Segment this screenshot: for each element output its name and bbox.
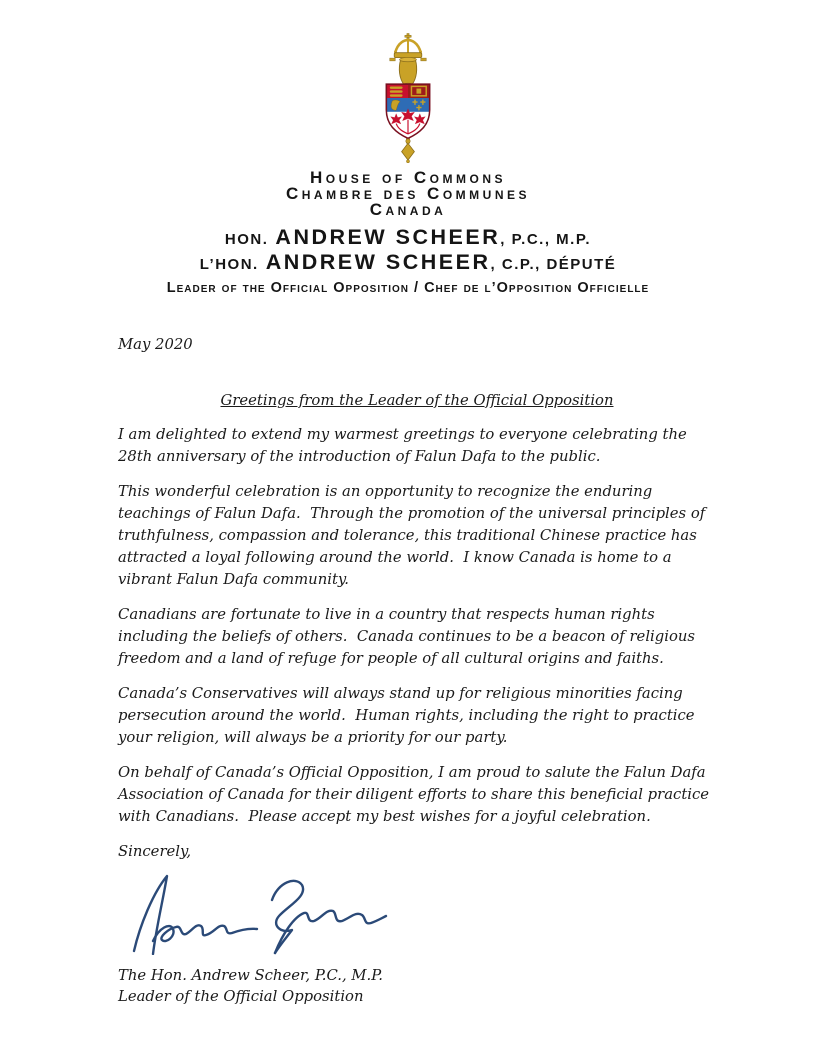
letter-paragraph: This wonderful celebration is an opportunity to recognize the enduring teachings of Falun Dafa. Through the promotion of the universal principles of truthfulness, compassion and tolerance, this traditional Chinese practice has attracted a loyal following around the world. I know Canada is home to a vibrant Falun Dafa community. (118, 483, 710, 588)
paragraphs (118, 424, 716, 828)
letter-paragraph: Canadians are fortunate to live in a country that respects human rights including the beliefs of others. Canada continues to be a beacon of religious freedom and a land of refuge for people of all cultural origins and faiths. (118, 606, 700, 667)
letter-body (118, 334, 716, 1007)
house-of-commons-emblem-icon (358, 33, 458, 163)
masthead (0, 0, 816, 218)
letter-paragraph: I am delighted to extend my warmest greetings to everyone celebrating the 28th anniversary of the introduction of Falun Dafa to the public. (118, 426, 692, 465)
org-name-block (0, 170, 816, 218)
name-line-french (0, 251, 816, 276)
letter-title: Greetings from the Leader of the Official Opposition (220, 392, 614, 409)
post-nominals-fr: , C.P., DÉPUTÉ (490, 256, 617, 273)
honorific-en: HON. (224, 231, 269, 248)
name-line-english (0, 226, 816, 251)
letter-paragraph: Canada’s Conservatives will always stand up for religious minorities facing persecution around the world. Human rights, including the right to practice your religion, will always be a priority for our party. (118, 685, 700, 746)
letter-paragraph: On behalf of Canada’s Official Opposition, I am proud to salute the Falun Dafa Association of Canada for their diligent efforts to share this beneficial practice with Canadians. Please accept my best wishes for a joyful celebration. (118, 764, 714, 825)
signoff-block (118, 965, 716, 1007)
handwritten-signature (126, 873, 391, 955)
date-line: May 2020 (118, 336, 193, 353)
member-name-fr: ANDREW SCHEER (265, 250, 491, 274)
post-nominals-en: , P.C., M.P. (500, 231, 592, 248)
signoff-name: The Hon. Andrew Scheer, P.C., M.P. (118, 967, 383, 984)
role-line: Leader of the Official Opposition / Chef de l’Opposition Officielle (166, 280, 650, 296)
org-country: Canada (369, 200, 447, 219)
closing-line: Sincerely, (118, 843, 192, 860)
org-name-french: Chambre des Communes (285, 184, 530, 203)
letterhead (0, 226, 816, 296)
member-name-en: ANDREW SCHEER (275, 225, 501, 249)
honorific-fr: L’HON. (199, 256, 259, 273)
signoff-title: Leader of the Official Opposition (118, 988, 364, 1005)
org-name-english: House of Commons (309, 168, 506, 187)
